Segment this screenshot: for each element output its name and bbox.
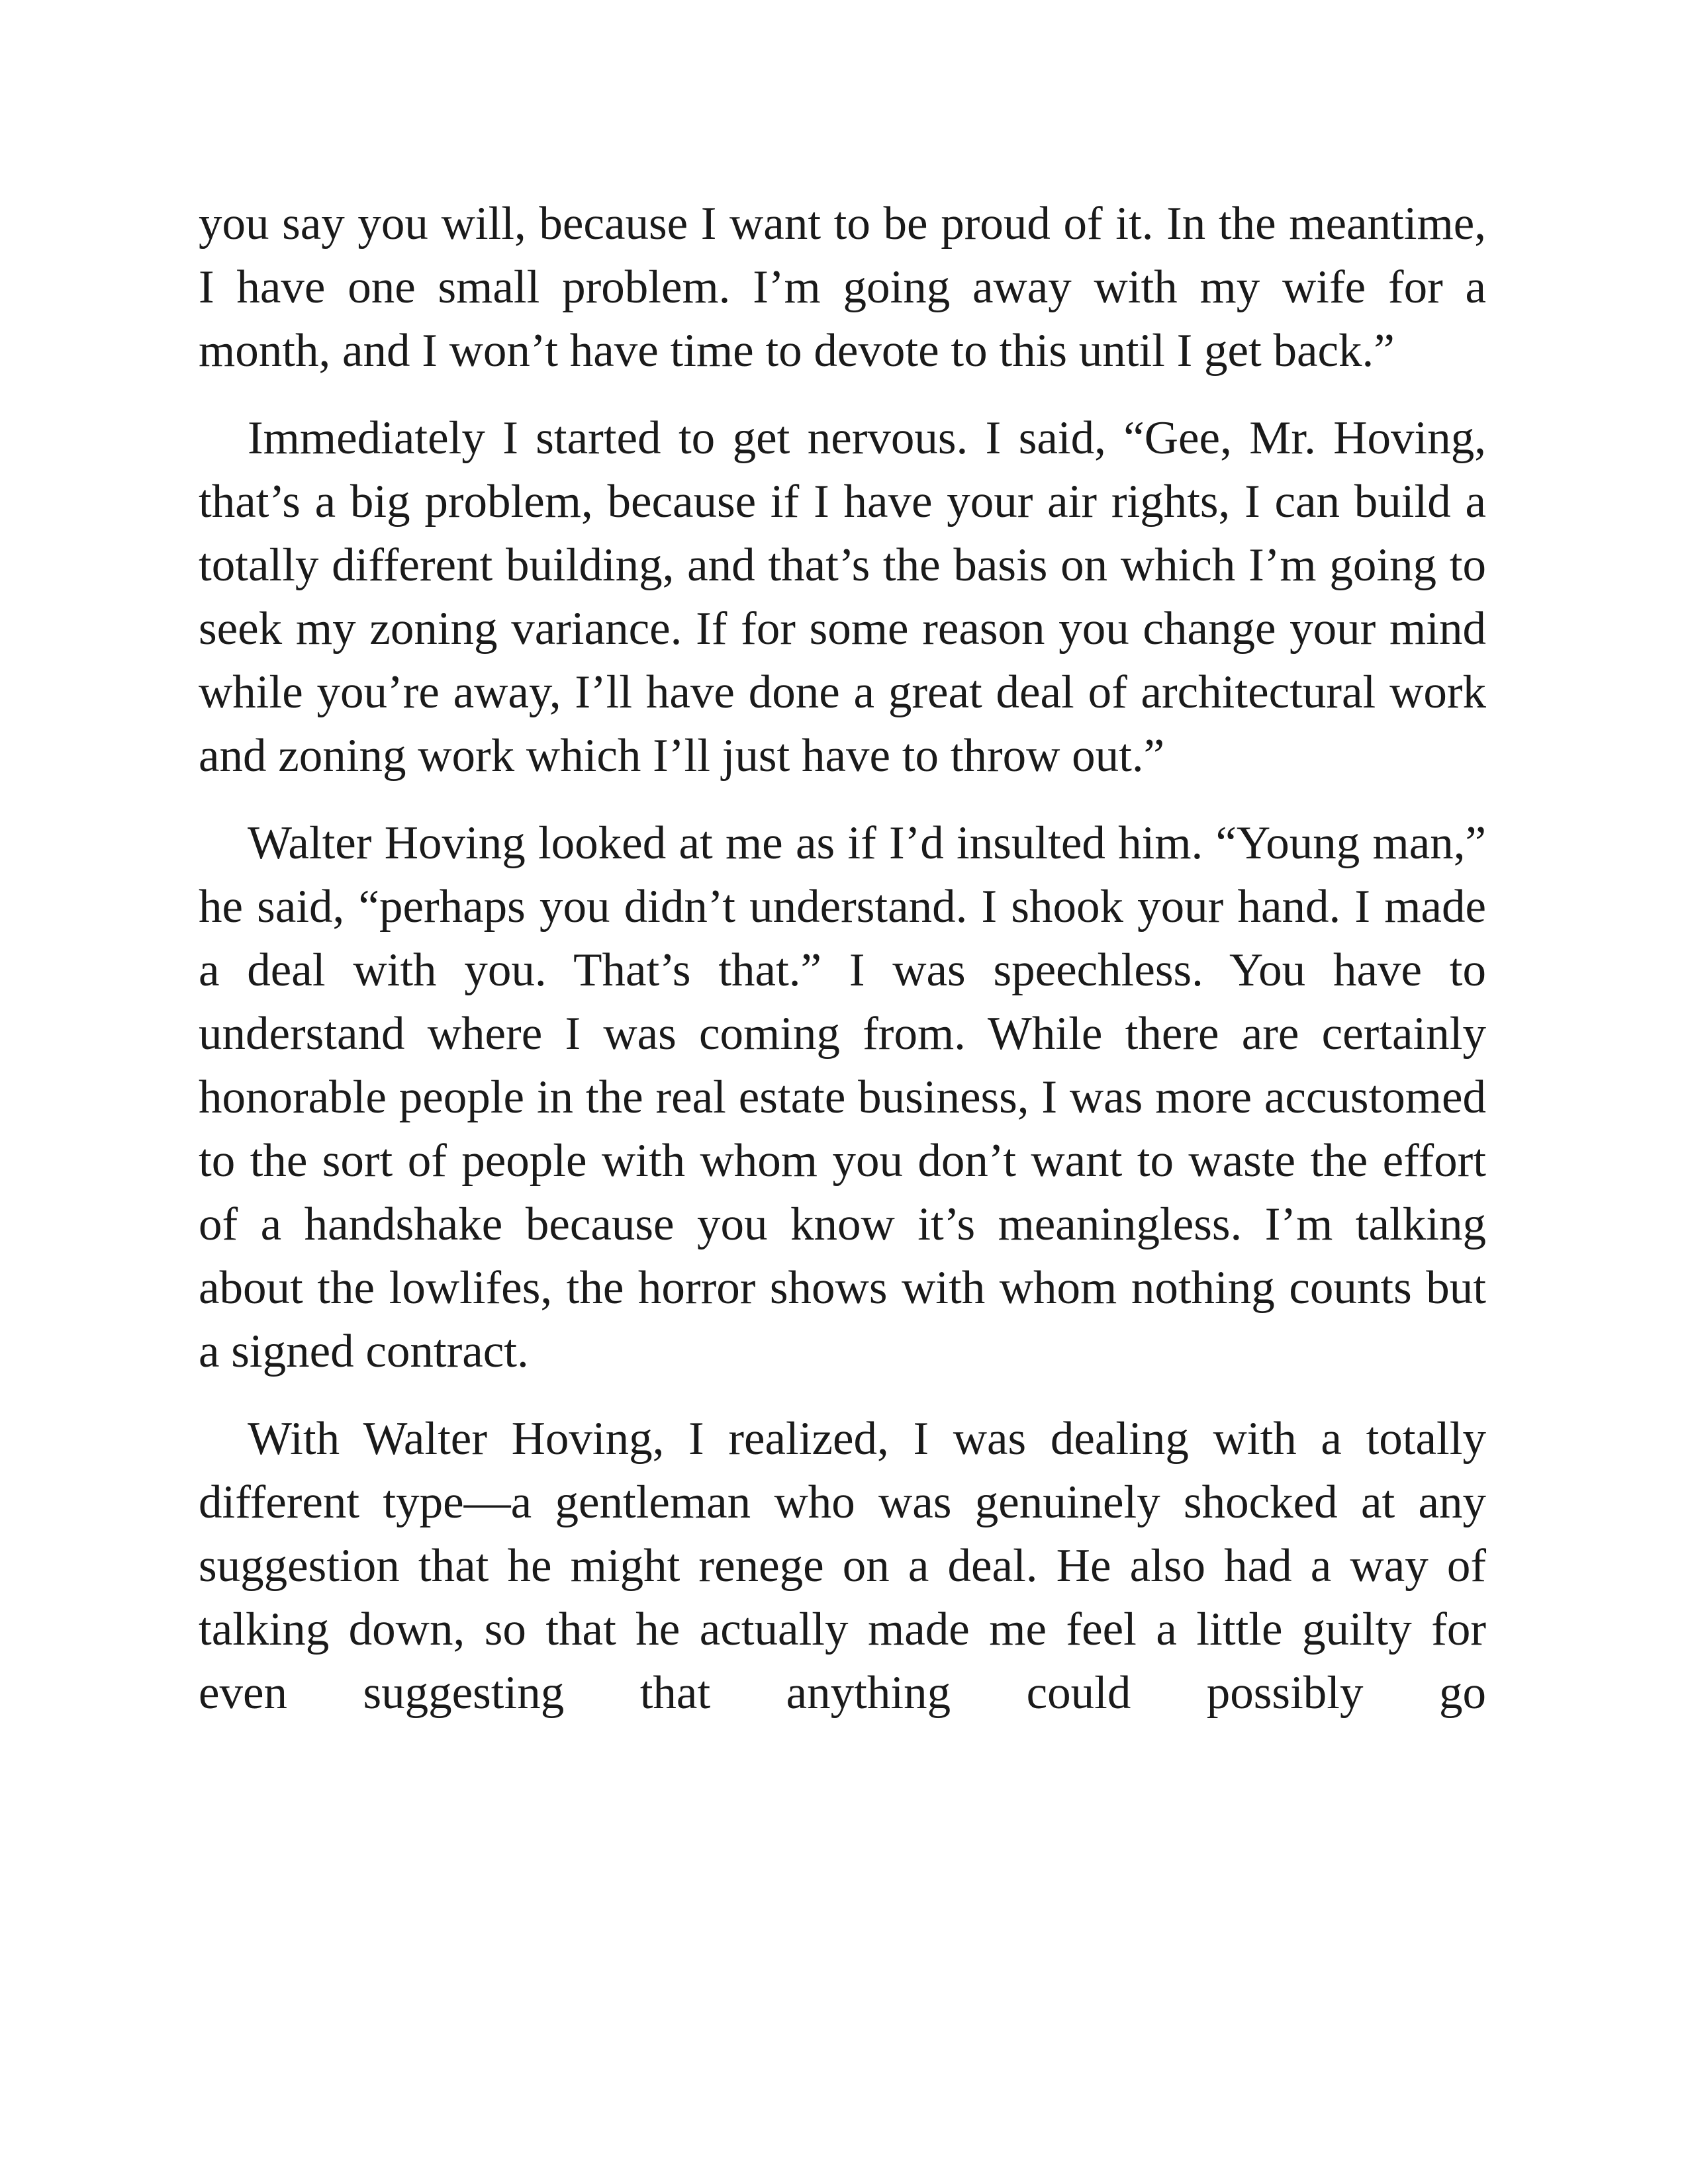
- paragraph-continuation: you say you will, because I want to be proud of it. In the meantime, I have one small problem. I’m going away with my wife for a month, and I won’t have time to devote to this until I get back.”: [199, 198, 1486, 377]
- paragraph-nervous: Immediately I started to get nervous. I said, “Gee, Mr. Hoving, that’s a big problem, because if I have your air rights, I can build a totally different building, and that’s the basis on which I’m going to seek my zoning variance. If for some reason you change your mind while you’re away, I’ll have done a great deal of architectural work and zoning work which I’ll just have to throw out.”: [199, 412, 1486, 782]
- paragraph-gentleman: With Walter Hoving, I realized, I was dealing with a totally different type—a gentleman who was genuinely shocked at any suggestion that he might renege on a deal. He also had a way of talking down, so that he actually made me feel a little guilty for even suggesting that anything could possibly go: [199, 1413, 1486, 1719]
- paragraph-handshake: Walter Hoving looked at me as if I’d insulted him. “Young man,” he said, “perhaps you didn’t understand. I shook your hand. I made a deal with you. That’s that.” I was speechless. You have to understand where I was coming from. While there are certainly honorable people in the real estate business, I was more accustomed to the sort of people with whom you don’t want to waste the effort of a handshake because you know it’s meaningless. I’m talking about the lowlifes, the horror shows with whom nothing counts but a signed contract.: [199, 817, 1486, 1377]
- body-text: [199, 192, 1486, 1749]
